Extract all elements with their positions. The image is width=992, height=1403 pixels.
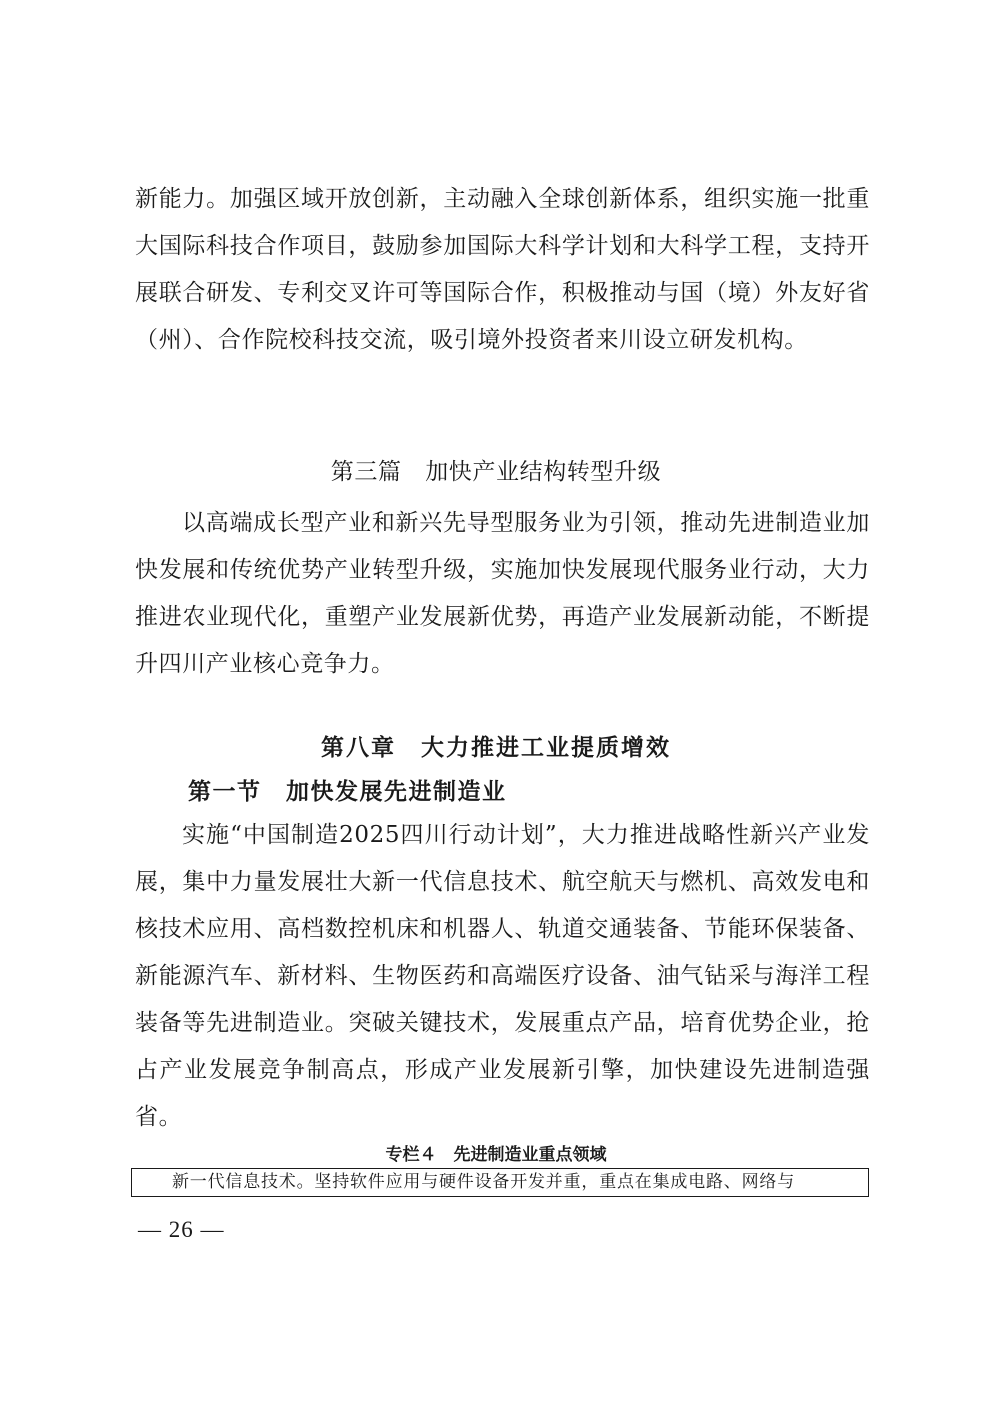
paragraph-advanced-manufacturing: 实施“中国制造2025四川行动计划”，大力推进战略性新兴产业发展，集中力量发展壮大新一代信息技术、航空航天与燃机、高效发电和核技术应用、高档数控机床和机器人、轨道交通装备、节能环保装备、新能源汽车、新材料、生物医药和高端医疗设备、油气钻采与海洋工程装备等先进制造业。突破关键技术，发展重点产品，培育优势企业，抢占产业发展竞争制高点，形成产业发展新引擎，加快建设先进制造强省。 [135,822,870,1130]
paragraph-open-innovation: 新能力。加强区域开放创新，主动融入全球创新体系，组织实施一批重大国际科技合作项目，鼓励参加国际大科学计划和大科学工程，支持开展联合研发、专利交叉许可等国际合作，积极推动与国（境）外友好省（州）、合作院校科技交流，吸引境外投资者来川设立研发机构。 [135,186,870,353]
sidebar-box [131,1168,869,1197]
chapter-heading: 第八章 大力推进工业提质增效 [321,734,671,761]
box-first-line: 新一代信息技术。坚持软件应用与硬件设备开发并重，重点在集成电路、网络与 [172,1172,795,1192]
paragraph-industry-intro: 以高端成长型产业和新兴先导型服务业为引领，推动先进制造业加快发展和传统优势产业转型升级，实施加快发展现代服务业行动，大力推进农业现代化，重塑产业发展新优势，再造产业发展新动能，不断提升四川产业核心竞争力。 [135,510,870,677]
box-title: 专栏４ 先进制造业重点领域 [385,1145,607,1165]
page-number: — 26 — [138,1217,225,1242]
section-heading: 第一节 加快发展先进制造业 [188,778,507,805]
part-heading: 第三篇 加快产业结构转型升级 [330,459,662,485]
